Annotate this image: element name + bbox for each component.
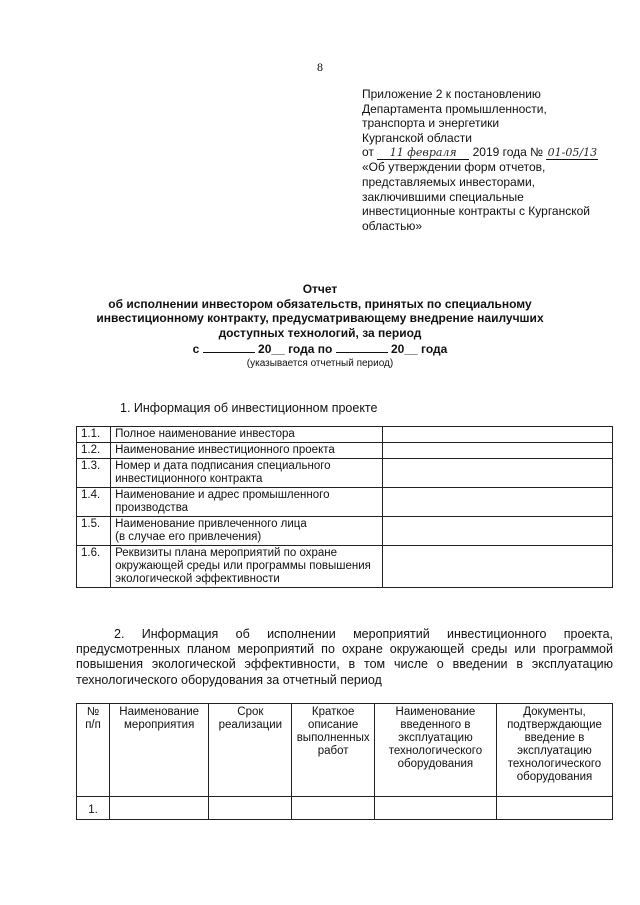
page-number: 8 (317, 60, 323, 74)
table-cell (110, 797, 209, 820)
period-mid: года по (288, 342, 333, 356)
row-value (383, 517, 613, 546)
period-year-b: 20__ (390, 342, 418, 356)
activities-table (76, 703, 613, 820)
row-value (383, 488, 613, 517)
row-number: 1.3. (77, 459, 111, 488)
row-number: 1. (77, 797, 110, 820)
project-info-table (76, 426, 613, 588)
table-row (77, 546, 613, 588)
table-cell (374, 797, 496, 820)
appendix-line: транспорта и энергетики (362, 116, 500, 131)
period-blank-start (203, 342, 255, 353)
row-label: Наименование инвестиционного проекта (111, 443, 383, 459)
appendix-line: Приложение 2 к постановлению (362, 87, 541, 101)
table-header-row (77, 704, 613, 797)
row-number: 1.5. (77, 517, 111, 546)
handwritten-number: 01-05/13 (547, 146, 598, 160)
title-line: доступных технологий, за период (218, 325, 422, 340)
appendix-subject: представляемых инвесторами, (362, 174, 536, 189)
column-header-documents: Документы, подтверждающие введение в эксплуатацию технологического оборудования (496, 704, 612, 797)
appendix-block (362, 87, 622, 233)
appendix-line: Департамента промышленности, (362, 101, 547, 116)
year-text: 2019 года № (472, 145, 544, 160)
row-value (383, 427, 613, 443)
row-number: 1.4. (77, 488, 111, 517)
section1-heading: 1. Информация об инвестиционном проекте (120, 401, 378, 415)
row-label: Наименование и адрес промышленного производства (111, 488, 383, 517)
table-cell (209, 797, 292, 820)
column-header-description: Краткое описание выполненных работ (292, 704, 374, 797)
row-number: 1.2. (77, 443, 111, 459)
period-year-a: 20__ (258, 342, 285, 356)
table-cell (292, 797, 374, 820)
appendix-line: Курганской области (362, 130, 472, 145)
report-period (60, 342, 580, 357)
table-cell (496, 797, 612, 820)
column-header-number: № п/п (77, 704, 110, 797)
row-label: Наименование привлеченного лица (в случае его привлечения) (111, 517, 383, 546)
appendix-subject: «Об утверждении форм отчетов, (362, 160, 546, 175)
row-number: 1.6. (77, 546, 111, 588)
column-header-equipment: Наименование введенного в эксплуатацию технологического оборудования (374, 704, 496, 797)
appendix-subject: областью» (362, 218, 423, 233)
table-row (77, 517, 613, 546)
table-row (77, 459, 613, 488)
title-line: Отчет (302, 282, 338, 296)
row-label: Номер и дата подписания специального инвестиционного контракта (111, 459, 383, 488)
appendix-subject: инвестиционные контракты с Курганской (362, 204, 590, 219)
row-value (383, 443, 613, 459)
column-header-term: Срок реализации (209, 704, 292, 797)
row-value (383, 546, 613, 588)
table-row (77, 427, 613, 443)
row-value (383, 459, 613, 488)
period-blank-end (336, 342, 388, 353)
title-line: об исполнении инвестором обязательств, принятых по специальному (108, 296, 532, 311)
table-row (77, 443, 613, 459)
column-header-activity: Наименование мероприятия (110, 704, 209, 797)
period-from-label: с (192, 342, 200, 356)
handwritten-date: 11 февраля (377, 147, 469, 160)
table-row (77, 488, 613, 517)
period-end: года (421, 342, 448, 356)
appendix-subject: заключившими специальные (362, 189, 524, 204)
row-label: Реквизиты плана мероприятий по охране окружающей среды или программы повышения экологической эффективности (111, 546, 383, 588)
table-row (77, 797, 613, 820)
report-title (60, 282, 580, 357)
appendix-date-line (362, 145, 622, 160)
row-number: 1.1. (77, 427, 111, 443)
section2-heading: 2. Информация об исполнении мероприятий инвестиционного проекта, предусмотренных планом мероприятий по охране окружающей среды или программой повышения экологической эффективности, в том числе о введении в эксплуатацию технологического оборудования за отчетный период (76, 627, 613, 687)
row-label: Полное наименование инвестора (111, 427, 383, 443)
from-label: от (362, 145, 374, 160)
period-note: (указывается отчетный период) (246, 358, 394, 369)
title-line: инвестиционному контракту, предусматривающему внедрение наилучших (96, 311, 544, 325)
